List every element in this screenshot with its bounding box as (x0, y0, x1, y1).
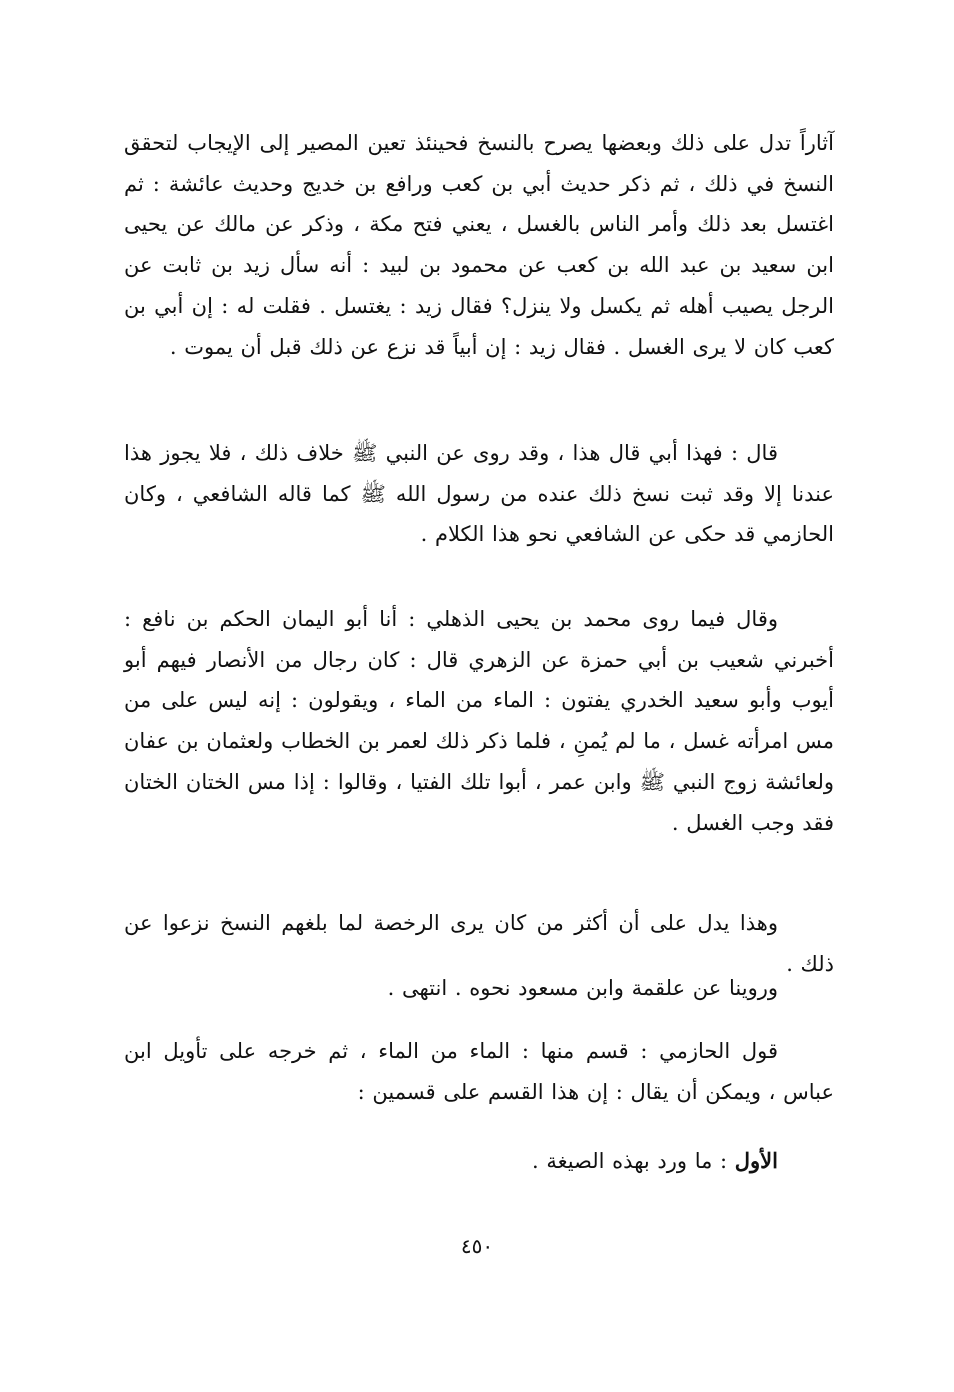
paragraph-5: وروينا عن علقمة وابن مسعود نحوه . انتهى . (387, 976, 778, 1000)
paragraph-4: وهذا يدل على أن أكثر من كان يرى الرخصة لما بلغهم النسخ نزعوا عن ذلك . (124, 911, 834, 976)
paragraph-3: وقال فيما روى محمد بن يحيى الذهلي : أنا أبو اليمان الحكم بن نافع : أخبرني شعيب بن أبي حمزة عن الزهري قال : كان رجال من الأنصار فيهم أبو أيوب وأبو سعيد الخدري يفتون : الماء من الماء ، ويقولون : إنه ليس على من مس امرأته غسل ، ما لم يُمنِ ، فلما ذكر ذلك لعمر بن الخطاب ولعثمان بن عفان ولعائشة زوج النبي ﷺ وابن عمر ، أبوا تلك الفتيا ، وقالوا : إذا مس الختان الختان فقد وجب الغسل . (124, 607, 834, 835)
paragraph-1: آثاراً تدل على ذلك وبعضها يصرح بالنسخ فحينئذ تعين المصير إلى الإيجاب لتحقق النسخ في ذلك ، ثم ذكر حديث أبي بن كعب ورافع بن خديج وحديث عائشة : ثم اغتسل بعد ذلك وأمر الناس بالغسل ، يعني فتح مكة ، وذكر عن مالك عن يحيى ابن سعيد بن عبد الله بن كعب عن محمود بن لبيد : أنه سأل زيد بن ثابت عن الرجل يصيب أهله ثم يكسل ولا ينزل؟ فقال زيد : يغتسل . فقلت له : إن أبي بن كعب كان لا يرى الغسل . فقال زيد : إن أبياً قد نزع عن ذلك قبل أن يموت . (124, 131, 834, 359)
page-number: ٤٥٠ (460, 1234, 494, 1258)
paragraph-2: قال : فهذا أبي قال هذا ، وقد روى عن النبي ﷺ خلاف ذلك ، فلا يجوز هذا عندنا إلا وقد ثبت نسخ ذلك عنده من رسول الله ﷺ كما قاله الشافعي ، وكان الحازمي قد حكى عن الشافعي نحو هذا الكلام . (124, 441, 834, 547)
heading-first-word: الأول (734, 1148, 778, 1173)
paragraph-7-text: : ما ورد بهذه الصيغة . (531, 1149, 735, 1173)
paragraph-6: قول الحازمي : قسم منها : الماء من الماء ، ثم خرجه على تأويل ابن عباس ، ويمكن أن يقال : إن هذا القسم على قسمين : (124, 1039, 834, 1104)
paragraph-7 (124, 1141, 834, 1182)
